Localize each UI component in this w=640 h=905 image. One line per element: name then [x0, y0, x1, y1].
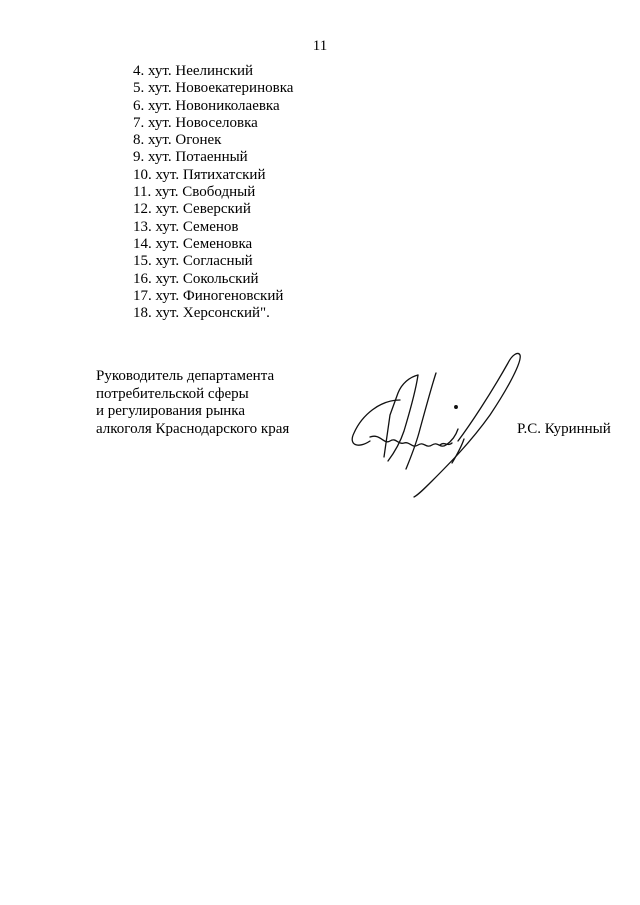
hamlet-list	[133, 63, 293, 322]
position-line: потребительской сферы	[96, 385, 249, 402]
handwritten-signature	[340, 345, 540, 505]
signatory-position	[96, 368, 289, 438]
position-line: алкоголя Краснодарского края	[96, 420, 290, 437]
signatory-name: Р.С. Куринный	[517, 421, 611, 437]
list-item: 6. хут. Новониколаевка	[133, 97, 280, 114]
list-item: 14. хут. Семеновка	[133, 235, 253, 252]
list-item: 11. хут. Свободный	[133, 184, 256, 201]
list-item: 13. хут. Семенов	[133, 218, 239, 235]
list-item: 10. хут. Пятихатский	[133, 166, 266, 183]
page-number: 11	[312, 38, 328, 54]
list-item: 4. хут. Неелинский	[133, 63, 254, 79]
list-item: 17. хут. Финогеновский	[133, 287, 284, 304]
position-line: Руководитель департамента	[96, 368, 275, 384]
list-item: 7. хут. Новоселовка	[133, 114, 258, 131]
list-item: 18. хут. Херсонский".	[133, 305, 270, 322]
list-item: 8. хут. Огонек	[133, 132, 222, 149]
list-item: 5. хут. Новоекатериновка	[133, 80, 294, 97]
position-line: и регулирования рынка	[96, 403, 246, 420]
list-item: 15. хут. Согласный	[133, 253, 253, 270]
list-item: 16. хут. Сокольский	[133, 270, 259, 287]
list-item: 9. хут. Потаенный	[133, 149, 248, 166]
list-item: 12. хут. Северский	[133, 201, 251, 218]
